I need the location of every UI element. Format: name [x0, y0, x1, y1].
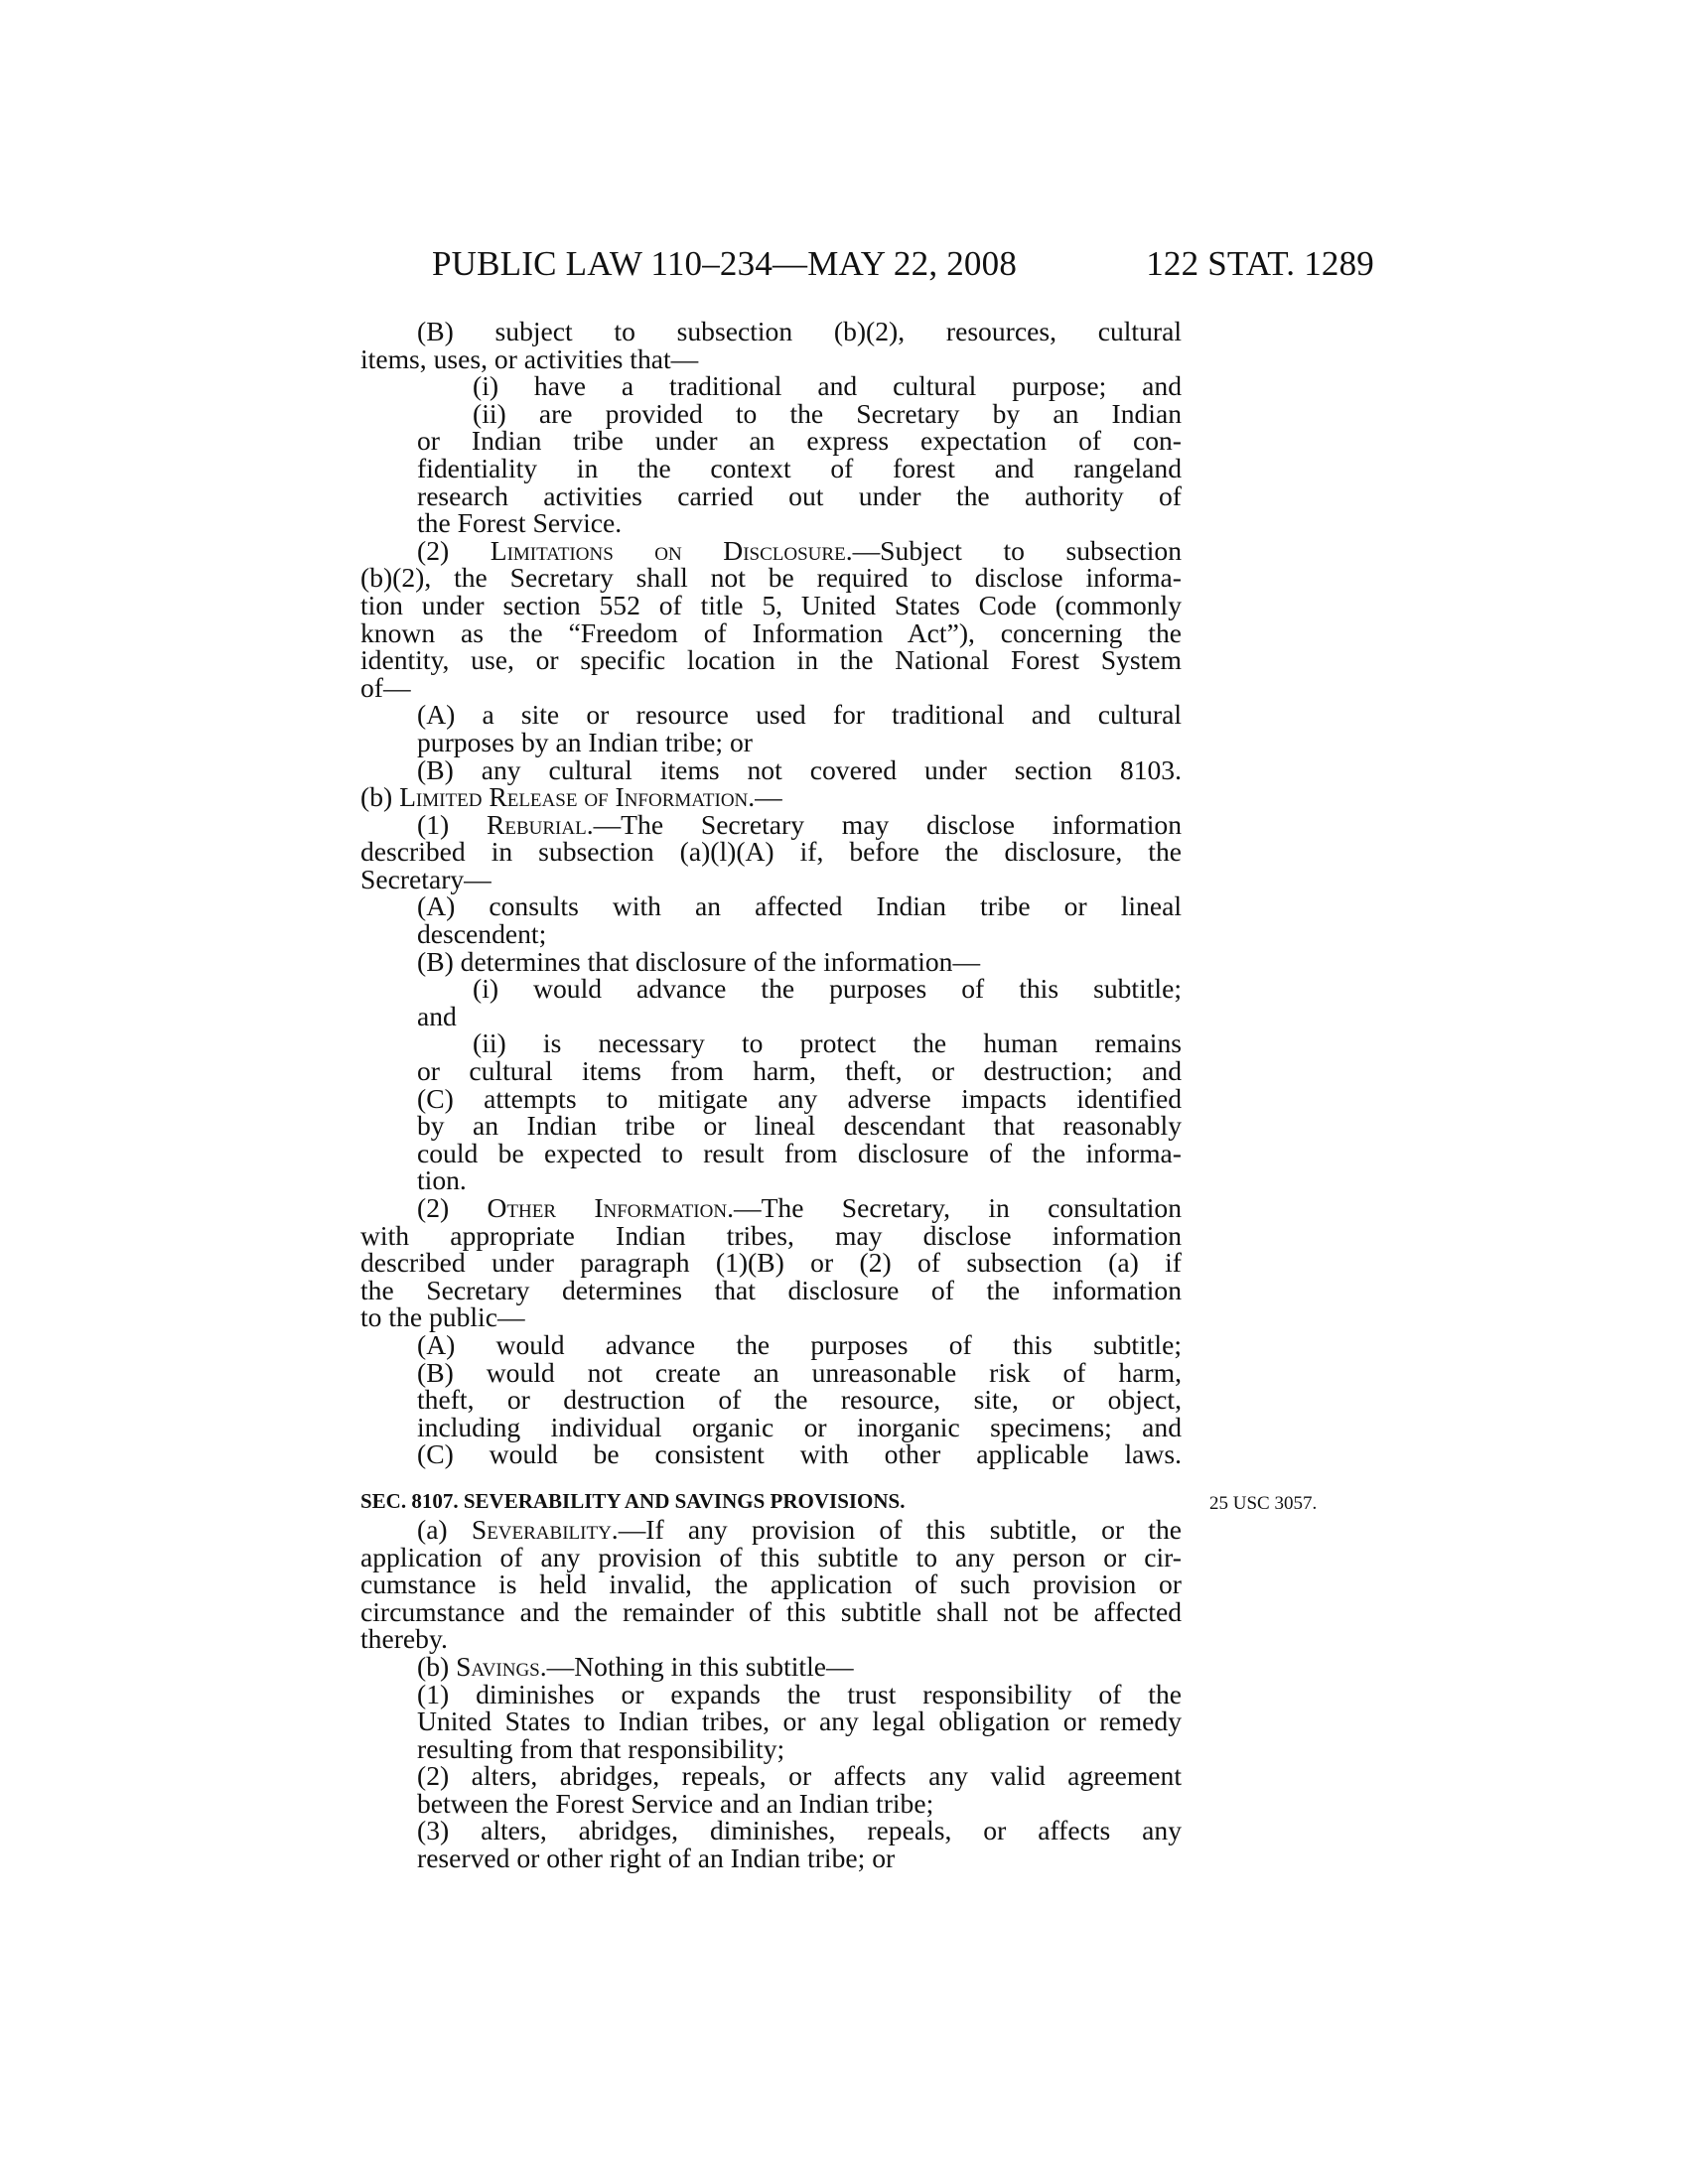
- text-line: (C) attempts to mitigate any adverse impacts identified: [417, 1082, 1182, 1114]
- paragraph-heading: Limitations on Disclosure: [490, 534, 846, 566]
- subsection-heading: Severability: [471, 1513, 612, 1545]
- text-line: to the public—: [360, 1301, 525, 1333]
- subsection-heading: Limited Release of Information: [399, 781, 749, 813]
- paragraph-heading-line: (1) Reburial.—The Secretary may disclose information: [417, 808, 1182, 840]
- text-line: including individual organic or inorganic specimens; and: [417, 1411, 1182, 1442]
- section-title: SEC. 8107. SEVERABILITY AND SAVINGS PROVISIONS.: [360, 1488, 906, 1513]
- text-line: (2) alters, abridges, repeals, or affects any valid agreement: [417, 1760, 1182, 1792]
- text-line: reserved or other right of an Indian tribe; or: [417, 1843, 896, 1874]
- text-line: tion.: [417, 1164, 467, 1196]
- text-line: theft, or destruction of the resource, site, or object,: [417, 1384, 1182, 1416]
- text-line: (i) would advance the purposes of this subtitle;: [473, 973, 1182, 1005]
- text-line: (B) determines that disclosure of the information—: [417, 945, 981, 977]
- paragraph-heading-line: (2) Other Information.—The Secretary, in consultation: [417, 1192, 1182, 1223]
- text-line: items, uses, or activities that—: [360, 342, 699, 374]
- text-line: (i) have a traditional and cultural purpose; and: [473, 370, 1182, 402]
- text-line: United States to Indian tribes, or any legal obligation or remedy: [417, 1706, 1182, 1737]
- statute-text: [360, 316, 1318, 1874]
- text-line: described in subsection (a)(l)(A) if, before the disclosure, the: [360, 836, 1182, 868]
- text-line: (ii) is necessary to protect the human remains: [473, 1027, 1182, 1059]
- text-line: could be expected to result from disclosure of the informa-: [417, 1137, 1182, 1168]
- running-header-title: PUBLIC LAW 110–234—MAY 22, 2008: [432, 244, 1018, 283]
- text-line: (1) diminishes or expands the trust responsibility of the: [417, 1678, 1182, 1709]
- paragraph-heading: Reburial: [486, 808, 587, 840]
- paragraph-heading-line: (2) Limitations on Disclosure.—Subject to subsection: [417, 534, 1182, 566]
- text-line: research activities carried out under the authority of: [417, 479, 1182, 511]
- text-line: (A) a site or resource used for traditional and cultural: [417, 699, 1182, 731]
- text-line: fidentiality in the context of forest and rangeland: [417, 452, 1182, 483]
- usc-margin-citation: 25 USC 3057.: [1209, 1492, 1318, 1514]
- text-line: and: [417, 1000, 457, 1031]
- text-line: known as the “Freedom of Information Act”), concerning the: [360, 616, 1182, 648]
- section-heading-row: [360, 1468, 1318, 1516]
- text-line: the Secretary determines that disclosure of the information: [360, 1274, 1182, 1305]
- text-line: by an Indian tribe or lineal descendant that reasonably: [417, 1110, 1182, 1142]
- text-line: or cultural items from harm, theft, or destruction; and: [417, 1055, 1182, 1087]
- text-line: the Forest Service.: [417, 507, 623, 539]
- text-line: purposes by an Indian tribe; or: [417, 726, 753, 757]
- text-line: application of any provision of this subtitle to any person or cir-: [360, 1541, 1182, 1572]
- text-line: resulting from that responsibility;: [417, 1732, 785, 1764]
- page-number-citation: 122 STAT. 1289: [1146, 244, 1374, 283]
- text-line: (A) would advance the purposes of this subtitle;: [417, 1328, 1182, 1360]
- text-line: described under paragraph (1)(B) or (2) of subsection (a) if: [360, 1247, 1182, 1279]
- text-line: identity, use, or specific location in the National Forest System: [360, 644, 1182, 676]
- text-line: (B) would not create an unreasonable risk of harm,: [417, 1356, 1182, 1388]
- text-line: with appropriate Indian tribes, may disclose information: [360, 1219, 1182, 1251]
- text-line: (B) any cultural items not covered under section 8103.: [417, 753, 1182, 785]
- subsection-heading: Savings: [456, 1650, 540, 1682]
- text-line: Secretary—: [360, 863, 492, 894]
- text-line: thereby.: [360, 1623, 448, 1655]
- text-line: circumstance and the remainder of this subtitle shall not be affected: [360, 1595, 1182, 1627]
- text-line: between the Forest Service and an Indian tribe;: [417, 1787, 934, 1819]
- text-line: descendent;: [417, 918, 547, 950]
- paragraph-heading: Other Information: [487, 1192, 728, 1223]
- text-line: (C) would be consistent with other applicable laws.: [417, 1438, 1182, 1470]
- text-line: tion under section 552 of title 5, United States Code (commonly: [360, 589, 1182, 620]
- text-line: of—: [360, 671, 411, 703]
- subsection-heading-line: (b) Limited Release of Information.—: [360, 781, 782, 813]
- text-line: (B) subject to subsection (b)(2), resources, cultural: [417, 316, 1182, 346]
- text-line: (ii) are provided to the Secretary by an Indian: [473, 397, 1182, 429]
- subsection-heading-line: (a) Severability.—If any provision of this subtitle, or the: [417, 1513, 1182, 1545]
- text-line: or Indian tribe under an express expectation of con-: [417, 425, 1182, 457]
- text-line: (3) alters, abridges, diminishes, repeals, or affects any: [417, 1815, 1182, 1846]
- text-line: cumstance is held invalid, the application of such provision or: [360, 1569, 1182, 1600]
- text-line: (A) consults with an affected Indian tribe or lineal: [417, 890, 1182, 922]
- subsection-heading-line: (b) Savings.—Nothing in this subtitle—: [417, 1650, 854, 1682]
- text-line: (b)(2), the Secretary shall not be required to disclose informa-: [360, 562, 1182, 594]
